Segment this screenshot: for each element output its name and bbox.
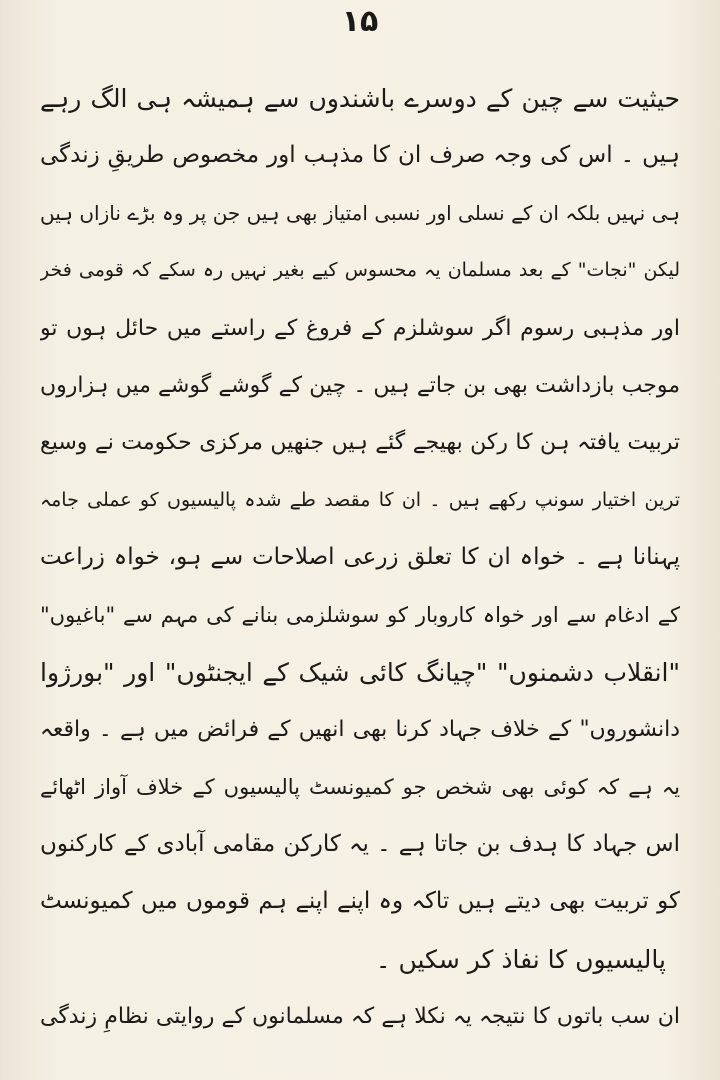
page-body-text xyxy=(40,70,680,1046)
text-line-10: کے ادغام سے اور خواہ کاروبار کو سوشلزمی بنانے کی مہم سے "باغیوں" xyxy=(40,602,680,627)
text-line-12: دانشوروں" کے خلاف جہاد کرنا بھی انھیں کے فرائض میں ہے ۔ واقعہ xyxy=(40,717,680,743)
text-line-4: لیکن "نجات" کے بعد مسلمان یہ محسوس کیے بغیر نہیں رہ سکے کہ قومی فخر xyxy=(40,259,680,282)
text-line-3: ہی نہیں بلکہ ان کے نسلی اور نسبی امتیاز بھی ہیں جن پر وہ بڑے نازاں ہیں xyxy=(40,200,680,225)
text-line-15: کو تربیت بھی دیتے ہیں تاکہ وہ اپنے اپنے ہم قوموں میں کمیونسٹ xyxy=(40,888,680,915)
text-line-13: یہ ہے کہ کوئی بھی شخص جو کمیونسٹ پالیسیوں کے خلاف آواز اٹھائے xyxy=(40,774,680,799)
page-number: ۱۵ xyxy=(341,4,379,39)
text-line-6: موجب بازداشت بھی بن جاتے ہیں ۔ چین کے گوشے گوشے میں ہزاروں xyxy=(40,372,680,398)
text-line-5: اور مذہبی رسوم اگر سوشلزم کے فروغ کے راستے میں حائل ہوں تو xyxy=(40,315,680,341)
text-line-1: حیثیت سے چین کے دوسرے باشندوں سے ہمیشہ ہی الگ رہے xyxy=(40,84,680,113)
text-line-16: پالیسیوں کا نفاذ کر سکیں ۔ xyxy=(375,944,666,974)
text-line-9: پہنانا ہے ۔ خواہ ان کا تعلق زرعی اصلاحات سے ہو، خواہ زراعت xyxy=(40,544,680,571)
text-line-11: "انقلاب دشمنوں" "چیانگ کائی شیک کے ایجنٹوں" اور "بورژوا xyxy=(40,657,680,687)
text-line-17: ان سب باتوں کا نتیجہ یہ نکلا ہے کہ مسلمانوں کے روایتی نظامِ زندگی xyxy=(40,1004,680,1030)
text-line-14: اس جہاد کا ہدف بن جاتا ہے ۔ یہ کارکن مقامی آبادی کے کارکنوں xyxy=(40,831,680,858)
text-line-2: ہیں ۔ اس کی وجہ صرف ان کا مذہب اور مخصوص طریقِ زندگی xyxy=(40,142,680,169)
text-line-8: ترین اختیار سونپ رکھے ہیں ۔ ان کا مقصد طے شدہ پالیسیوں کو عملی جامہ xyxy=(40,488,680,511)
text-line-7: تربیت یافتہ ہن کا رکن بھیجے گئے ہیں جنھیں مرکزی حکومت نے وسیع xyxy=(40,430,680,456)
